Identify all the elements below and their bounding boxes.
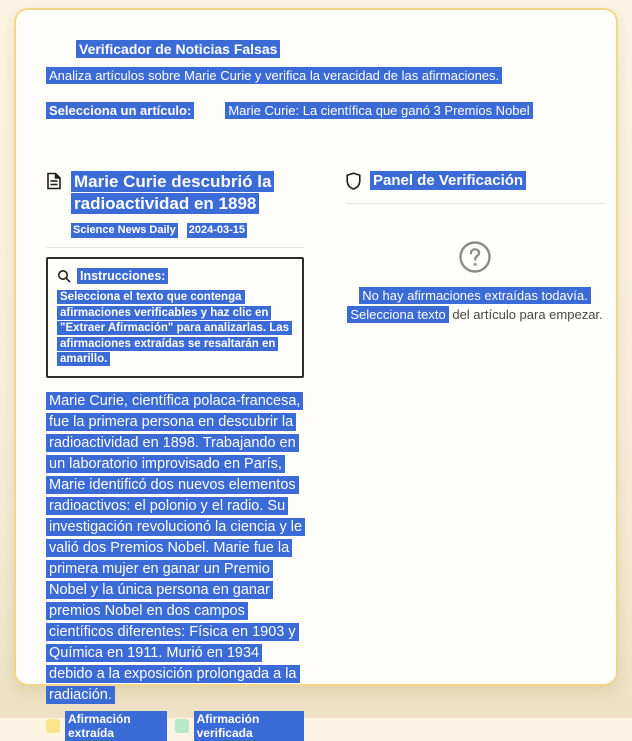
article-date-badge: 2024-03-15 [188, 224, 246, 236]
main-columns [46, 171, 603, 741]
article-source-badge: Science News Daily [73, 224, 176, 236]
verification-panel [346, 171, 604, 741]
shield-icon [346, 172, 361, 190]
article-column [46, 171, 304, 741]
highlight-legend [46, 711, 304, 741]
panel-divider [346, 203, 604, 204]
article-badges [71, 223, 304, 238]
panel-header [346, 171, 604, 190]
app-card [14, 8, 618, 740]
instructions-body: Selecciona el texto que contenga afirmaciones verificables y haz clic en "Extraer Afirmación" para analizarlas. Las afirmaciones extraídas se resaltarán en amarillo. [57, 290, 293, 368]
legend-item-extracted [46, 711, 167, 741]
search-icon [57, 269, 71, 283]
panel-title: Panel de Verificación [370, 171, 526, 190]
panel-empty-state [346, 240, 604, 323]
app-title [76, 40, 586, 58]
empty-message-rest: del artículo para empezar. [448, 307, 603, 322]
article-select-row [46, 103, 586, 118]
instructions-header [57, 268, 293, 284]
legend-extracted-label: Afirmación extraída [65, 711, 167, 741]
document-icon [46, 172, 62, 190]
extracted-color-swatch [46, 719, 60, 733]
article-divider [46, 247, 304, 248]
instructions-box [46, 257, 304, 378]
legend-item-verified [175, 711, 304, 741]
legend-verified-label: Afirmación verificada [194, 711, 304, 741]
empty-message-line1: No hay afirmaciones extraídas todavía. [346, 287, 604, 304]
app-title-text: Verificador de Noticias Falsas [76, 40, 280, 58]
question-circle-icon [458, 240, 492, 274]
article-select-label: Selecciona un artículo: [46, 103, 194, 118]
article-title: Marie Curie descubrió la radioactividad en 1898 [71, 171, 304, 215]
instructions-title: Instrucciones: [77, 268, 168, 284]
article-select[interactable]: Marie Curie: La científica que ganó 3 Premios Nobel [225, 103, 532, 118]
article-header [46, 171, 304, 215]
article-body-text[interactable]: Marie Curie, científica polaca-francesa, fue la primera persona en descubrir la radioactividad en 1898. Trabajando en un laboratorio improvisado en París, Marie identificó dos nuevos elementos radioactivos: el polonio y el radio. Su investigación revolucionó la ciencia y le valió dos Premios Nobel. Marie fue la primera mujer en ganar un Premio Nobel y la única persona en ganar premios Nobel en dos campos científicos diferentes: Física en 1903 y Química en 1911. Murió en 1934 debido a la exposición prolongada a la radiación. [46, 391, 304, 706]
empty-message-line2 [346, 306, 604, 323]
empty-message-highlighted: Selecciona texto [347, 306, 448, 323]
verified-color-swatch [175, 719, 189, 733]
app-subtitle: Analiza artículos sobre Marie Curie y verifica la veracidad de las afirmaciones. [46, 67, 586, 84]
